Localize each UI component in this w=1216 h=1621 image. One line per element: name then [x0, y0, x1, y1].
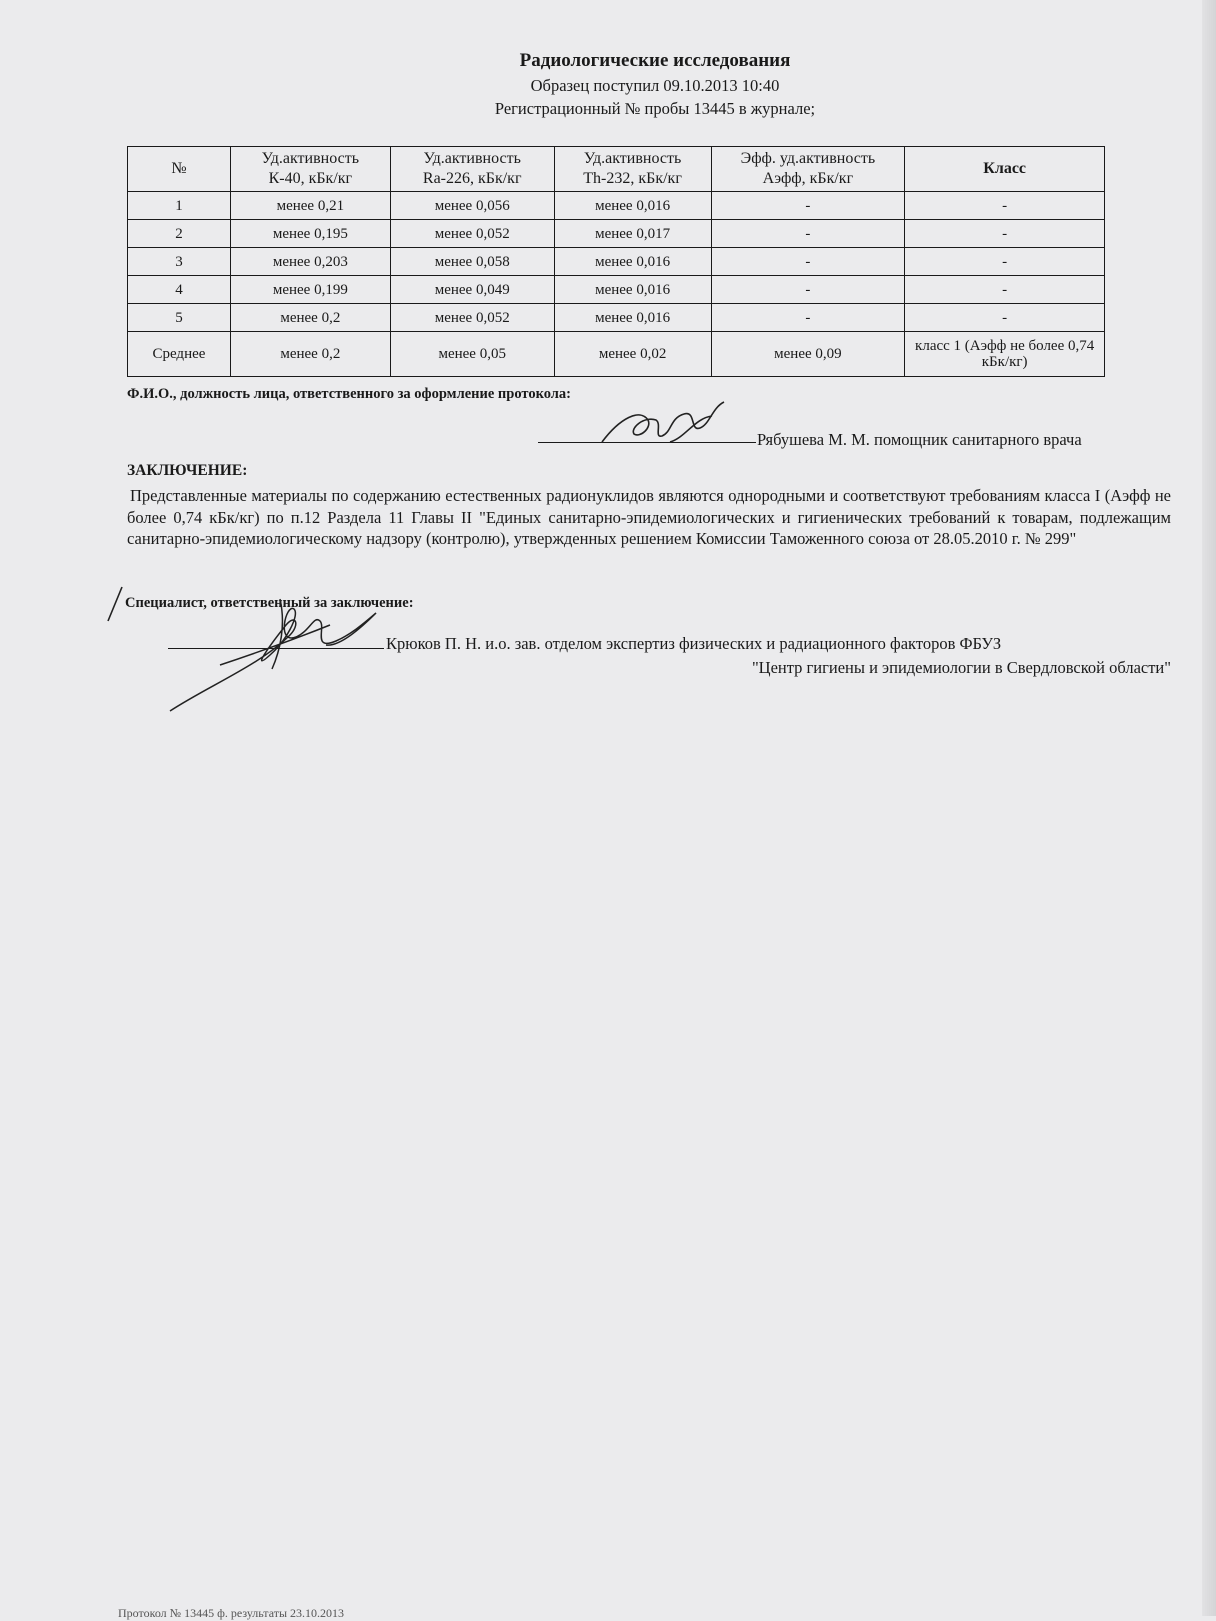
col-header-number: №: [128, 147, 231, 192]
col-header-th232: Уд.активность Th-232, кБк/кг: [554, 147, 711, 192]
conclusion-text: Представленные материалы по содержанию естественных радионуклидов являются однородными и соответствуют требованиям класса I (Аэфф не более 0,74 кБк/кг) по п.12 Раздела 11 Главы II "Единых санитарно-эпидемиологических и гигиенических требований к товарам, подлежащим санитарно-эпидемиологическому надзору (контролю), утвержденных решением Комиссии Таможенного союза от 28.05.2010 г. № 299": [127, 486, 1171, 548]
table-cell: -: [905, 220, 1105, 248]
table-cell: менее 0,017: [554, 220, 711, 248]
table-cell: менее 0,052: [390, 304, 554, 332]
table-cell: -: [711, 248, 905, 276]
page-footer: Протокол № 13445 ф. результаты 23.10.2013: [118, 1606, 345, 1620]
table-cell: -: [905, 192, 1105, 220]
table-cell: 4: [128, 276, 231, 304]
sample-received: Образец поступил 09.10.2013 10:40: [530, 76, 780, 95]
table-cell: класс 1 (Аэфф не более 0,74 кБк/кг): [905, 332, 1105, 377]
table-cell: менее 0,09: [711, 332, 905, 377]
scan-edge: [1202, 0, 1216, 1616]
table-cell: менее 0,049: [390, 276, 554, 304]
col-header-ra226: Уд.активность Ra-226, кБк/кг: [390, 147, 554, 192]
responsible-name: Рябушева М. М. помощник санитарного врача: [757, 430, 1082, 449]
table-cell: менее 0,058: [390, 248, 554, 276]
table-cell: -: [711, 220, 905, 248]
table-cell: менее 0,2: [230, 304, 390, 332]
table-cell: менее 0,016: [554, 192, 711, 220]
registration-number: Регистрационный № пробы 13445 в журнале;: [494, 99, 816, 118]
table-cell: -: [905, 248, 1105, 276]
table-cell: 3: [128, 248, 231, 276]
signature-responsible: [600, 398, 730, 450]
table-cell: 1: [128, 192, 231, 220]
results-table: [127, 146, 1105, 377]
table-cell: менее 0,195: [230, 220, 390, 248]
table-cell: Среднее: [128, 332, 231, 377]
table-cell: менее 0,016: [554, 304, 711, 332]
table-cell: менее 0,21: [230, 192, 390, 220]
table-cell: -: [905, 304, 1105, 332]
table-row: [128, 276, 1105, 304]
table-row: [128, 248, 1105, 276]
col-header-k40: Уд.активность К-40, кБк/кг: [230, 147, 390, 192]
specialist-line1: Крюков П. Н. и.о. зав. отделом экспертиз физических и радиационного факторов ФБУЗ: [386, 634, 1002, 653]
specialist-line2: "Центр гигиены и эпидемиологии в Свердловской области": [751, 658, 1171, 677]
conclusion-heading: ЗАКЛЮЧЕНИЕ:: [127, 462, 248, 479]
table-cell: менее 0,016: [554, 248, 711, 276]
table-row: [128, 220, 1105, 248]
table-cell: 5: [128, 304, 231, 332]
table-cell: менее 0,016: [554, 276, 711, 304]
col-header-class: Класс: [905, 147, 1105, 192]
table-cell: менее 0,02: [554, 332, 711, 377]
table-cell: -: [711, 192, 905, 220]
table-row-average: [128, 332, 1105, 377]
table-cell: -: [711, 276, 905, 304]
table-cell: менее 0,052: [390, 220, 554, 248]
table-cell: менее 0,05: [390, 332, 554, 377]
responsible-label: Ф.И.О., должность лица, ответственного за оформление протокола:: [127, 386, 571, 402]
table-cell: менее 0,2: [230, 332, 390, 377]
table-cell: 2: [128, 220, 231, 248]
table-header-row: [128, 147, 1105, 192]
document-title: Радиологические исследования: [519, 50, 791, 71]
table-cell: менее 0,199: [230, 276, 390, 304]
table-row: [128, 304, 1105, 332]
table-cell: -: [711, 304, 905, 332]
specialist-label: Специалист, ответственный за заключение:: [125, 595, 414, 611]
table-cell: -: [905, 276, 1105, 304]
col-header-aeff: Эфф. уд.активность Аэфф, кБк/кг: [711, 147, 905, 192]
signature-specialist: [100, 585, 390, 715]
table-cell: менее 0,203: [230, 248, 390, 276]
table-cell: менее 0,056: [390, 192, 554, 220]
table-row: [128, 192, 1105, 220]
